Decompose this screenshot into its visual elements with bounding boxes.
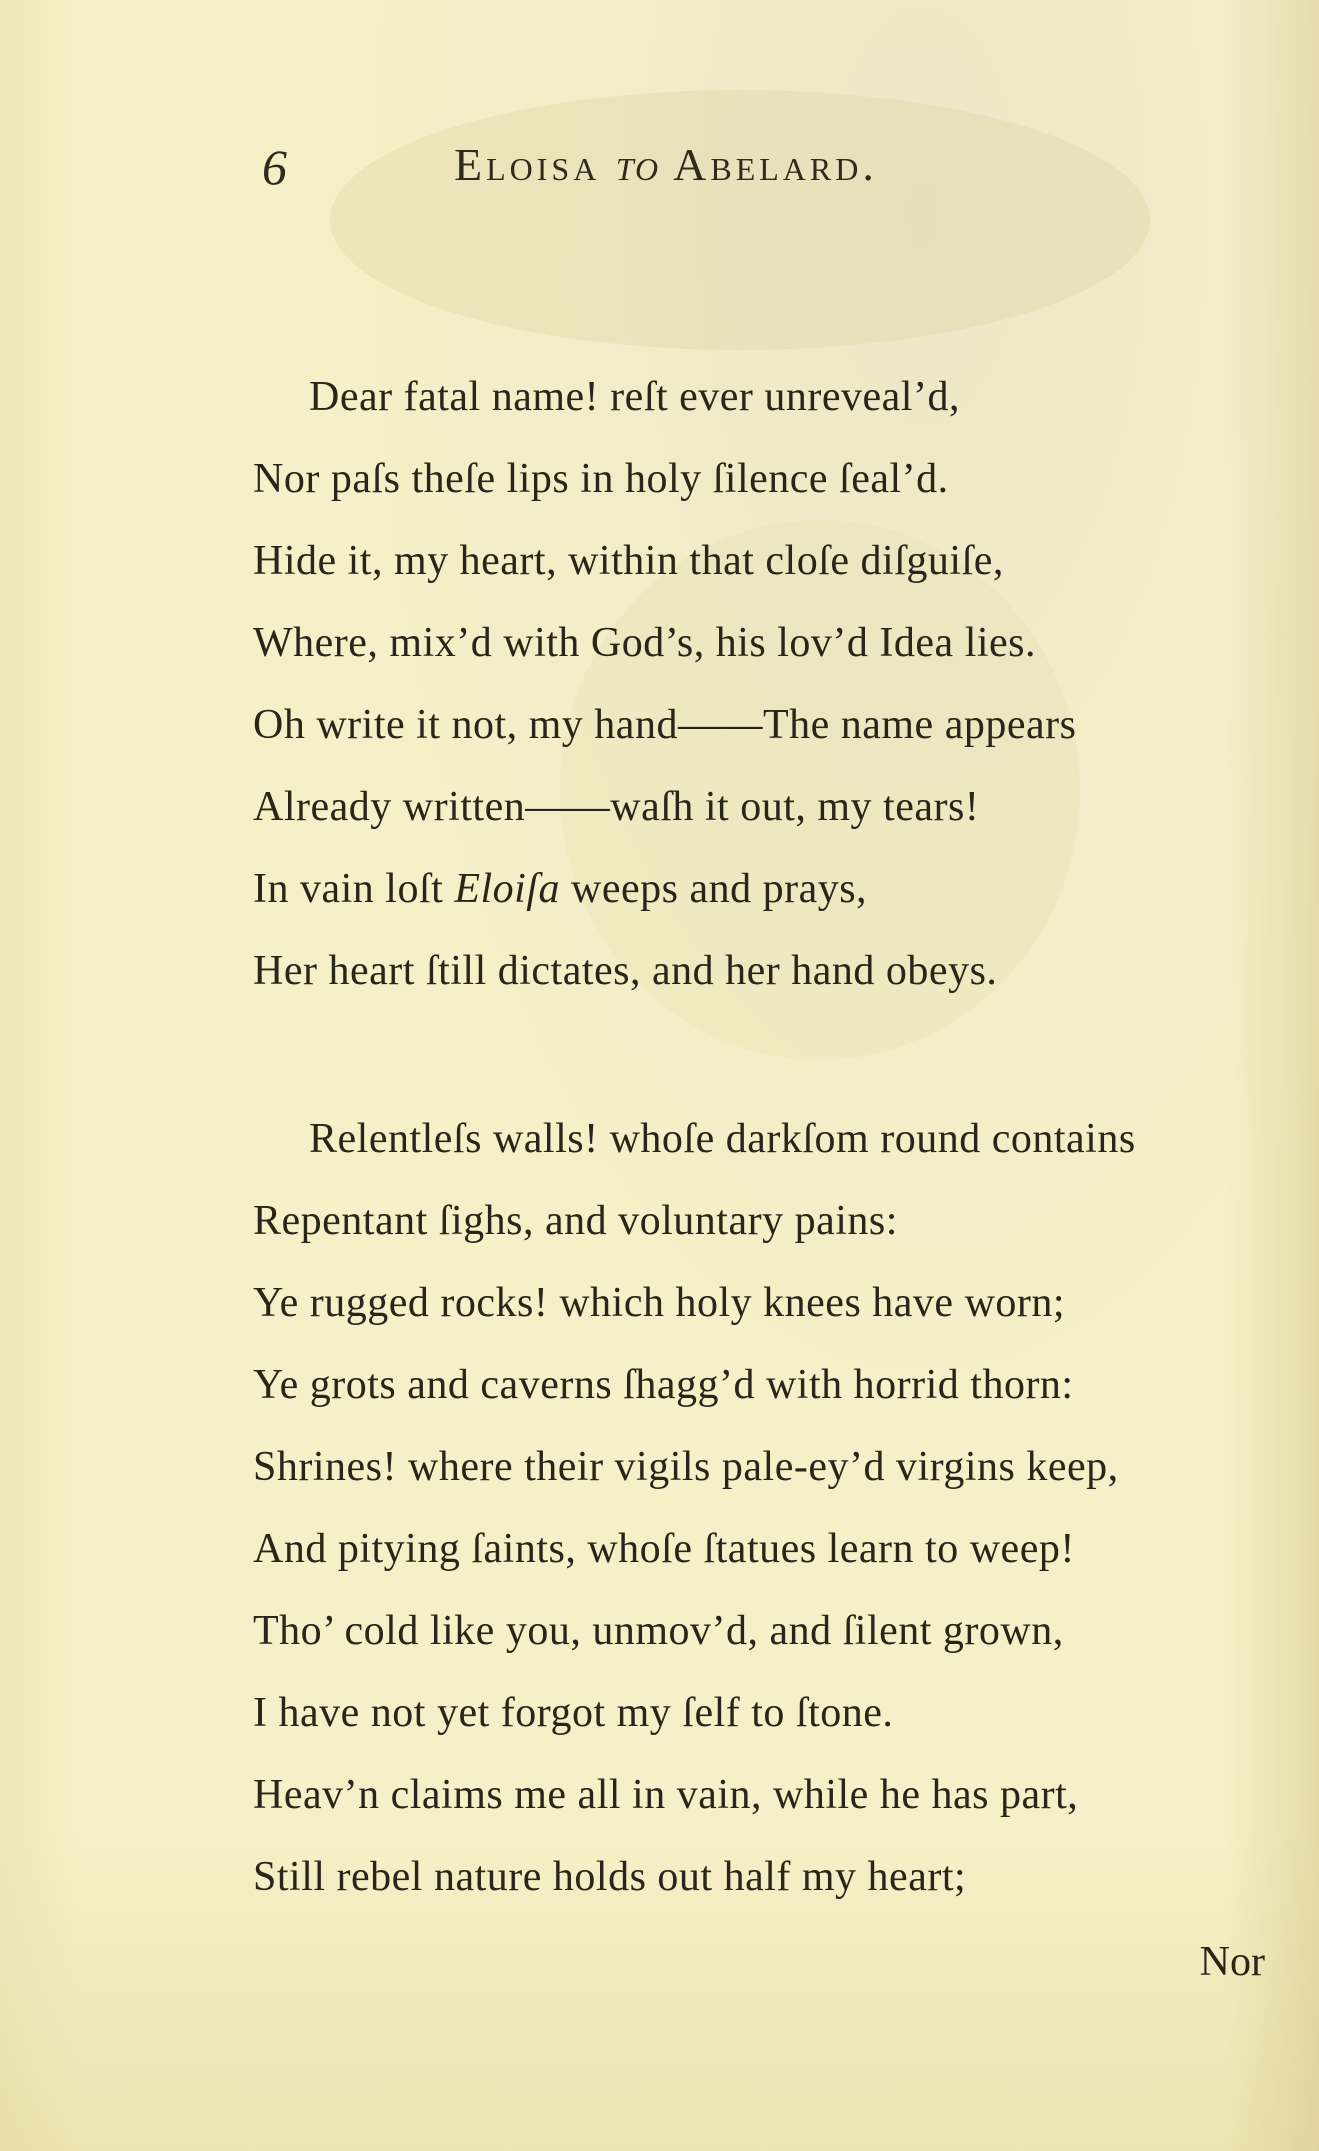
verse-name-eloisa: Eloiſa xyxy=(454,866,560,912)
verse-line: Dear fatal name! reſt ever unreveal’d, xyxy=(309,374,960,420)
verse-line: Ye rugged rocks! which holy knees have worn; xyxy=(253,1280,1066,1326)
verse-text: weeps and prays, xyxy=(559,866,868,912)
catchword: Nor xyxy=(1199,1939,1265,1985)
verse-line: I have not yet forgot my ſelf to ſtone. xyxy=(253,1690,894,1736)
page-number: 6 xyxy=(262,139,291,195)
page-stain xyxy=(330,90,1150,350)
verse-line xyxy=(253,848,1283,930)
verse-line: Where, mix’d with God’s, his lov’d Idea lies. xyxy=(253,620,1037,666)
verse-line: And pitying ſaints, whoſe ſtatues learn to weep! xyxy=(253,1526,1075,1572)
verse-line: Nor paſs theſe lips in holy ſilence ſeal’d. xyxy=(253,456,949,502)
title-abelard: Abelard. xyxy=(673,139,878,190)
verse-line: Her heart ſtill dictates, and her hand obeys. xyxy=(253,948,998,994)
verse-line: Tho’ cold like you, unmov’d, and ſilent grown, xyxy=(253,1608,1064,1654)
verse-line: Ye grots and caverns ſhagg’d with horrid thorn: xyxy=(253,1362,1074,1408)
verse-text: In vain loſt xyxy=(253,866,455,912)
verse-line: Shrines! where their vigils pale-ey’d virgins keep, xyxy=(253,1444,1119,1490)
verse-line: Still rebel nature holds out half my heart; xyxy=(253,1854,967,1900)
verse-line: Heav’n claims me all in vain, while he has part, xyxy=(253,1772,1079,1818)
title-to: to xyxy=(615,139,661,190)
stanza-1 xyxy=(253,356,1283,1012)
running-title xyxy=(454,138,878,191)
stanza-2 xyxy=(253,1098,1283,1918)
verse-line: Already written——waſh it out, my tears! xyxy=(253,784,980,830)
running-header xyxy=(262,138,1122,208)
verse-line: Repentant ſighs, and voluntary pains: xyxy=(253,1198,898,1244)
verse-line: Relentleſs walls! whoſe darkſom round contains xyxy=(309,1116,1136,1162)
title-eloisa: Eloisa xyxy=(454,139,601,190)
verse-line: Hide it, my heart, within that cloſe diſguiſe, xyxy=(253,538,1004,584)
verse-line: Oh write it not, my hand——The name appears xyxy=(253,702,1077,748)
